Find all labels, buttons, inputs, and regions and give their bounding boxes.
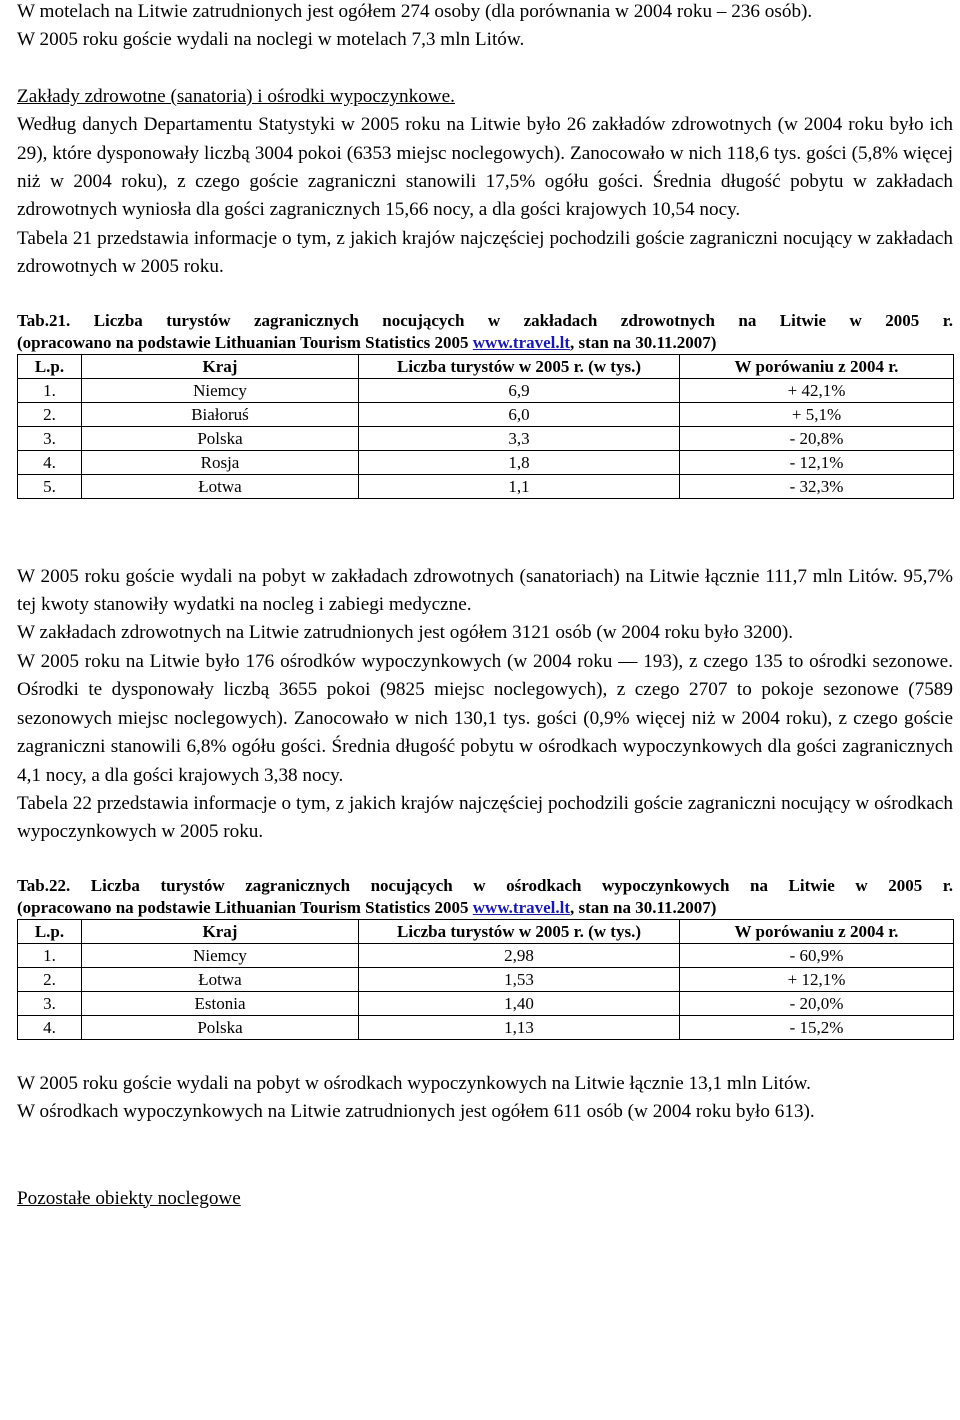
table-row: 3. Estonia 1,40 - 20,0% [18,991,954,1015]
paragraph-sanatoria-spending: W 2005 roku goście wydali na pobyt w zakładach zdrowotnych (sanatoriach) na Litwie łącznie 111,7 mln Litów. 95,7% tej kwoty stanowiły wydatki na nocleg i zabiegi medyczne. [17,565,953,616]
col-header-lp: L.p. [18,354,82,378]
col-header-kraj: Kraj [82,354,359,378]
col-header-kraj: Kraj [82,919,359,943]
table21-caption [17,310,953,354]
table-row: 2. Łotwa 1,53 + 12,1% [18,967,954,991]
travel-lt-link[interactable]: www.travel.lt [472,897,571,917]
table21 [17,354,954,499]
table-row: 1. Niemcy 6,9 + 42,1% [18,378,954,402]
table22-caption-title: Tab.22. Liczba turystów zagranicznych nocujących w ośrodkach wypoczynkowych na Litwie w 2005 r. [17,875,953,895]
paragraph-sanatoria-employment: W zakładach zdrowotnych na Litwie zatrudnionych jest ogółem 3121 osób (w 2004 roku było 3200). [17,622,794,644]
table22 [17,919,954,1040]
section-heading-sanatoria: Zakłady zdrowotne (sanatoria) i ośrodki wypoczynkowe. [17,85,455,107]
col-header-liczba: Liczba turystów w 2005 r. (w tys.) [359,354,680,378]
section-heading-other-lodging: Pozostałe obiekty noclegowe [17,1187,241,1209]
paragraph-sanatoria-stats: Według danych Departamentu Statystyki w 2005 roku na Litwie było 26 zakładów zdrowotnych (w 2004 roku było ich 29), które dysponowały liczbą 3004 pokoi (6353 miejsc noclegowych). Zanocowało w nich 118,6 tys. gości (5,8% więcej niż w 2004 roku), z czego goście zagraniczni stanowili 17,5% ogółu gości. Średnia długość pobytu w zakładach zdrowotnych wyniosła dla gości zagranicznych 15,66 nocy, a dla gości krajowych 10,54 nocy. [17,114,953,221]
table-header-row [18,354,954,378]
paragraph-resorts-employment: W ośrodkach wypoczynkowych na Litwie zatrudnionych jest ogółem 611 osób (w 2004 roku było 613). [17,1101,815,1123]
paragraph-motel-spending: W 2005 roku goście wydali na noclegi w motelach 7,3 mln Litów. [17,29,525,51]
paragraph-resorts-spending: W 2005 roku goście wydali na pobyt w ośrodkach wypoczynkowych na Litwie łącznie 13,1 mln Litów. [17,1072,811,1094]
col-header-liczba: Liczba turystów w 2005 r. (w tys.) [359,919,680,943]
table-row: 3. Polska 3,3 - 20,8% [18,426,954,450]
document-page [17,0,953,1213]
table22-caption-source: (opracowano na podstawie Lithuanian Tourism Statistics 2005 www.travel.lt, stan na 30.11.2007) [17,897,717,917]
travel-lt-link[interactable]: www.travel.lt [472,332,571,352]
table-row: 5. Łotwa 1,1 - 32,3% [18,474,954,498]
paragraph-table21-intro: Tabela 21 przedstawia informacje o tym, z jakich krajów najczęściej pochodzili goście zagraniczni nocujący w zakładach zdrowotnych w 2005 roku. [17,227,953,278]
table-row: 4. Rosja 1,8 - 12,1% [18,450,954,474]
table21-caption-title: Tab.21. Liczba turystów zagranicznych nocujących w zakładach zdrowotnych na Litwie w 2005 r. [17,310,953,330]
table-header-row [18,919,954,943]
table-row: 2. Białoruś 6,0 + 5,1% [18,402,954,426]
col-header-porownanie: W porówaniu z 2004 r. [680,354,954,378]
table-row: 1. Niemcy 2,98 - 60,9% [18,943,954,967]
paragraph-resorts-stats: W 2005 roku na Litwie było 176 ośrodków wypoczynkowych (w 2004 roku — 193), z czego 135 to ośrodki sezonowe. Ośrodki te dysponowały liczbą 3655 pokoi (9825 miejsc noclegowych), z czego 2707 to pokoje sezonowe (7589 sezonowych miejsc noclegowych). Zanocowało w nich 130,1 tys. gości (0,9% więcej niż w 2004 roku), z czego goście zagraniczni stanowili 6,8% ogółu gości. Średnia długość pobytu w ośrodkach wypoczynkowych dla gości zagranicznych 4,1 nocy, a dla gości krajowych 3,38 nocy. [17,650,953,786]
table22-caption [17,875,953,919]
paragraph-table22-intro: Tabela 22 przedstawia informacje o tym, z jakich krajów najczęściej pochodzili goście zagraniczni nocujący w ośrodkach wypoczynkowych w 2005 roku. [17,792,953,843]
col-header-lp: L.p. [18,919,82,943]
table-row: 4. Polska 1,13 - 15,2% [18,1015,954,1039]
col-header-porownanie: W porówaniu z 2004 r. [680,919,954,943]
table21-caption-source: (opracowano na podstawie Lithuanian Tourism Statistics 2005 www.travel.lt, stan na 30.11.2007) [17,332,717,352]
paragraph-motel-employment: W motelach na Litwie zatrudnionych jest ogółem 274 osoby (dla porównania w 2004 roku – 236 osób). [17,1,813,22]
